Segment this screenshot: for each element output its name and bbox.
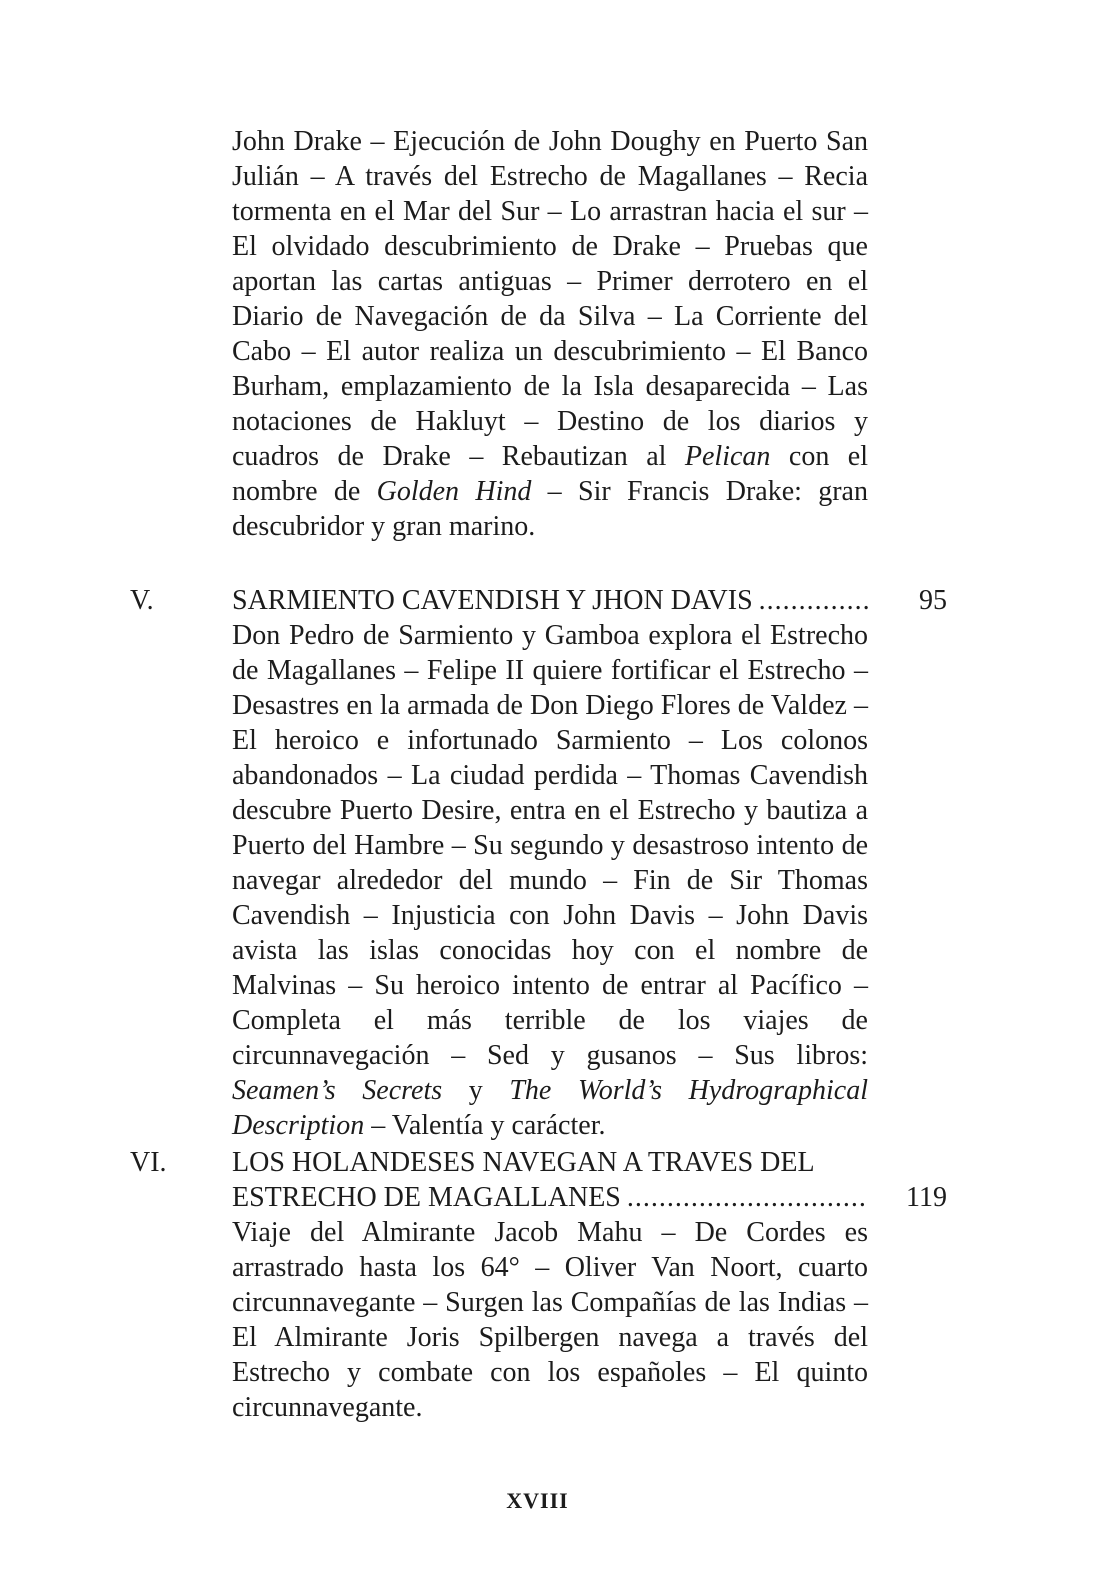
chapter-number: V. xyxy=(130,585,154,616)
summary-text: Viaje del Almirante Jacob Mahu – De Cordes es arrastrado hasta los 64° – Oliver Van Noort, cuarto circunnavegante – Surgen las Compañías de las Indias – El Almirante Joris Spilbergen navega a través del Estrecho y combate con los españoles – El quinto circunnavegante. xyxy=(232,1217,868,1423)
chapter-summary xyxy=(232,618,868,1143)
previous-chapter-summary-continuation xyxy=(232,124,868,544)
chapter-title-text: ESTRECHO DE MAGALLANES xyxy=(232,1182,621,1213)
dot-leader xyxy=(627,1180,868,1215)
summary-text: John Drake – Ejecución de John Doughy en Puerto San Julián – A través del Estrecho de Magallanes – Recia tormenta en el Mar del Sur – Lo arrastran hacia el sur – El olvidado descubrimiento de Drake – Pruebas que aportan las cartas antiguas – Primer derrotero en el Diario de Navegación de da Silva – La Corriente del Cabo – El autor realiza un descubrimiento – El Banco Burham, emplazamiento de la Isla desaparecida – Las notaciones de Hakluyt – Destino de los diarios y cuadros de Drake – Rebautizan al xyxy=(232,126,868,472)
summary-italic-ship-name: Pelican xyxy=(684,441,771,472)
chapter-number: VI. xyxy=(130,1147,167,1178)
dot-leader xyxy=(759,583,868,618)
chapter-summary xyxy=(232,1215,868,1425)
chapter-title-line-2 xyxy=(232,1180,868,1215)
summary-text: Don Pedro de Sarmiento y Gamboa explora el Estrecho de Magallanes – Felipe II quiere fortificar el Estrecho – Desastres en la armada de Don Diego Flores de Valdez – El heroico e infortunado Sarmiento – Los colonos abandonados – La ciudad perdida – Thomas Cavendish descubre Puerto Desire, entra en el Estrecho y bautiza a Puerto del Hambre – Su segundo y desastroso intento de navegar alrededor del mundo – Fin de Sir Thomas Cavendish – Injusticia con John Davis – John Davis avista las islas conocidas hoy con el nombre de Malvinas – Su heroico intento de entrar al Pacífico – Completa el más terrible de los viajes de circunnavegación – Sed y gusanos – Sus libros: xyxy=(232,620,868,1071)
page-folio: XVIII xyxy=(506,1488,569,1513)
summary-text: con el nombre de xyxy=(232,441,868,507)
chapter-page-number: 95 xyxy=(919,585,947,616)
summary-italic-ship-name: Golden Hind xyxy=(376,476,532,507)
summary-text: – Valentía y carácter. xyxy=(364,1110,606,1141)
chapter-title-line-1: LOS HOLANDESES NAVEGAN A TRAVES DEL xyxy=(232,1147,815,1178)
summary-text: – Sir Francis Drake: gran descubridor y gran marino. xyxy=(232,476,868,542)
summary-italic-book-title: Seamen’s Secrets xyxy=(232,1075,443,1106)
chapter-title-text: SARMIENTO CAVENDISH Y JHON DAVIS xyxy=(232,585,753,616)
summary-italic-book-title: The World’s Hydrographical Description xyxy=(232,1075,868,1141)
chapter-page-number: 119 xyxy=(906,1182,947,1213)
chapter-title xyxy=(232,583,868,618)
summary-text: y xyxy=(442,1075,510,1106)
